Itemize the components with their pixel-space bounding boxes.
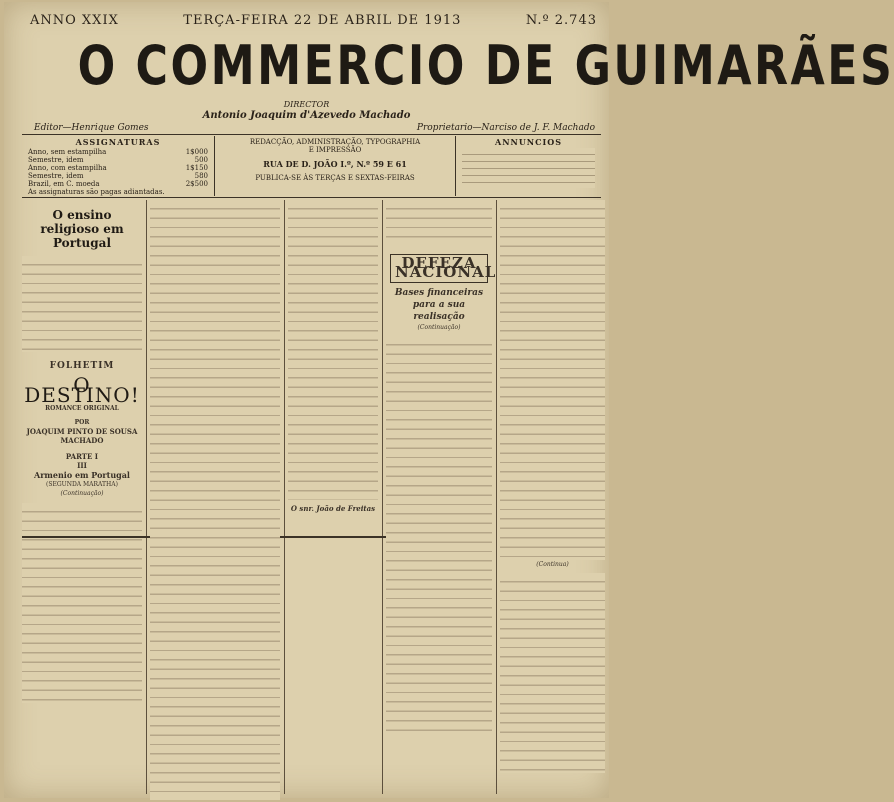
assinatura-row: Anno, sem estampilha 1$000: [28, 148, 208, 156]
column-divider: [496, 200, 497, 794]
column-divider: [284, 200, 285, 794]
assinatura-row: Anno, com estampilha 1$150: [28, 164, 208, 172]
redaccao-box: [215, 136, 456, 196]
article-text: [386, 336, 492, 736]
continua-label: (Continua): [536, 561, 569, 568]
assinaturas-note: As assignaturas são pagas adiantadas.: [28, 188, 165, 196]
romance-label: ROMANCE ORIGINAL: [45, 405, 119, 413]
newspaper-page: [4, 2, 894, 798]
author-name: JOAQUIM PINTO DE SOUSA MACHADO: [26, 427, 138, 446]
column-4: [386, 200, 497, 794]
defeza-headline: DEFEZA NACIONAL: [390, 254, 488, 283]
director-label: DIRECTOR: [283, 100, 330, 109]
redaccao-address: RUA DE D. JOÃO I.º, N.º 59 E 61: [263, 159, 407, 169]
armenio-title: Armenio em Portugal: [34, 469, 130, 480]
article-text: [22, 256, 142, 352]
assinaturas-title: ASSIGNATURAS: [75, 137, 161, 147]
article-text: [150, 200, 280, 800]
folhetim-continuacao: (Continuação): [60, 490, 104, 498]
folhetim-label: FOLHETIM: [49, 361, 115, 371]
column-1: [22, 200, 142, 794]
article-text: [288, 200, 378, 500]
assinatura-row: Brazil, em C. moeda 2$500: [28, 180, 208, 188]
assinatura-row: Semestre, idem 500: [28, 156, 208, 164]
redaccao-line: REDACÇÃO, ADMINISTRAÇÃO, TYPOGRAPHIA: [249, 138, 421, 146]
column-divider: [146, 200, 147, 794]
por-label: POR: [74, 418, 90, 426]
annuncios-box: [456, 136, 601, 196]
issue-number: N.º 2.743: [525, 13, 597, 28]
top-line: [30, 6, 597, 28]
assinatura-row: Semestre, idem 580: [28, 172, 208, 180]
ensino-headline: O ensino religioso em Portugal: [40, 208, 124, 250]
bases-subtitle: para a sua realisação: [412, 299, 466, 322]
masthead-title: O COMMERCIO DE GUIMARÃES: [77, 34, 894, 97]
assinaturas-box: [22, 136, 215, 196]
column-5: [500, 200, 605, 794]
destino-title: O DESTINO!: [24, 373, 140, 407]
column-2: [150, 200, 280, 794]
anno-label: ANNO XXIX: [30, 13, 119, 28]
part-number: III: [77, 461, 87, 471]
columns: [22, 200, 601, 794]
bases-continuacao: (Continuação): [417, 323, 461, 331]
rule-top: [22, 134, 601, 135]
folhetim-text: [22, 503, 142, 703]
owner-line: Proprietario—Narciso de J. F. Machado: [416, 123, 595, 133]
signature: O snr. João de Freitas: [290, 504, 376, 513]
info-bar: [22, 136, 601, 196]
article-text: [500, 200, 605, 560]
director-name: Antonio Joaquim d'Azevedo Machado: [202, 110, 411, 121]
column-divider: [382, 200, 383, 794]
annuncios-text: [462, 148, 595, 188]
bases-title: Bases financeiras: [394, 287, 484, 298]
segunda-label: (SEGUNDA MARATHA): [46, 481, 118, 489]
article-text: [500, 573, 605, 773]
rule-columns: [22, 197, 601, 198]
article-text: [386, 200, 492, 244]
parte-label: PARTE I: [65, 451, 99, 461]
issue-date: TERÇA-FEIRA 22 DE ABRIL DE 1913: [183, 13, 462, 28]
redaccao-line-2: E IMPRESSÃO: [308, 146, 362, 154]
column-3: [288, 200, 378, 794]
annuncios-title: ANNUNCIOS: [495, 137, 562, 147]
publication-days: PUBLICA-SE ÀS TERÇAS E SEXTAS-FEIRAS: [255, 174, 415, 182]
editor-line: Editor—Henrique Gomes: [34, 123, 149, 133]
